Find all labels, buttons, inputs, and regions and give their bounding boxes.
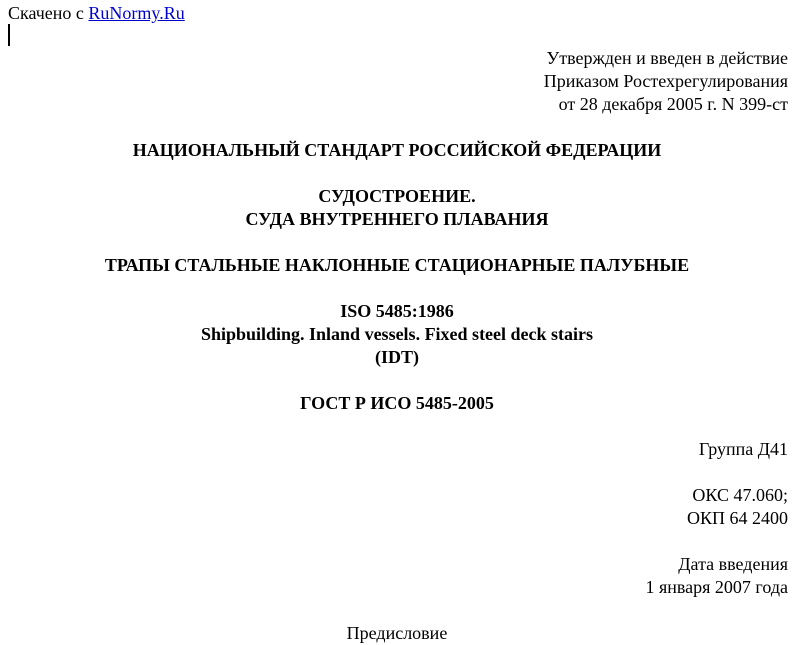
iso-title: Shipbuilding. Inland vessels. Fixed steel deck stairs: [200, 324, 594, 344]
national-standard-heading: НАЦИОНАЛЬНЫЙ СТАНДАРТ РОССИЙСКОЙ ФЕДЕРАЦИИ: [132, 140, 662, 160]
oks-code: ОКС 47.060;: [692, 485, 788, 505]
classification-codes: [687, 484, 788, 530]
preface-heading: Предисловие: [346, 623, 448, 643]
effective-date-label: Дата введения: [678, 554, 788, 574]
iso-block: [0, 300, 794, 369]
subject-heading: ТРАПЫ СТАЛЬНЫЕ НАКЛОННЫЕ СТАЦИОНАРНЫЕ ПАЛУБНЫЕ: [104, 255, 690, 275]
group-code: Группа Д41: [698, 439, 788, 459]
idt-label: (IDT): [375, 347, 419, 367]
approval-block: [544, 47, 788, 116]
source-prefix: Скачено с: [8, 3, 84, 23]
title-line-2: СУДА ВНУТРЕННЕГО ПЛАВАНИЯ: [245, 209, 549, 229]
okp-code: ОКП 64 2400: [686, 508, 788, 528]
approval-line-3: от 28 декабря 2005 г. N 399-ст: [558, 94, 788, 114]
approval-line-2: Приказом Ростехрегулирования: [543, 71, 788, 91]
approval-line-1: Утвержден и введен в действие: [546, 48, 788, 68]
title-line-1: СУДОСТРОЕНИЕ.: [318, 186, 476, 206]
source-link[interactable]: RuNormy.Ru: [88, 3, 185, 23]
gost-code: ГОСТ Р ИСО 5485-2005: [300, 393, 494, 413]
effective-date-value: 1 января 2007 года: [645, 577, 788, 597]
source-line: [8, 3, 185, 23]
document-title: [0, 185, 794, 231]
iso-code: ISO 5485:1986: [340, 301, 454, 321]
text-cursor: [8, 24, 10, 46]
effective-date-block: [645, 553, 788, 599]
